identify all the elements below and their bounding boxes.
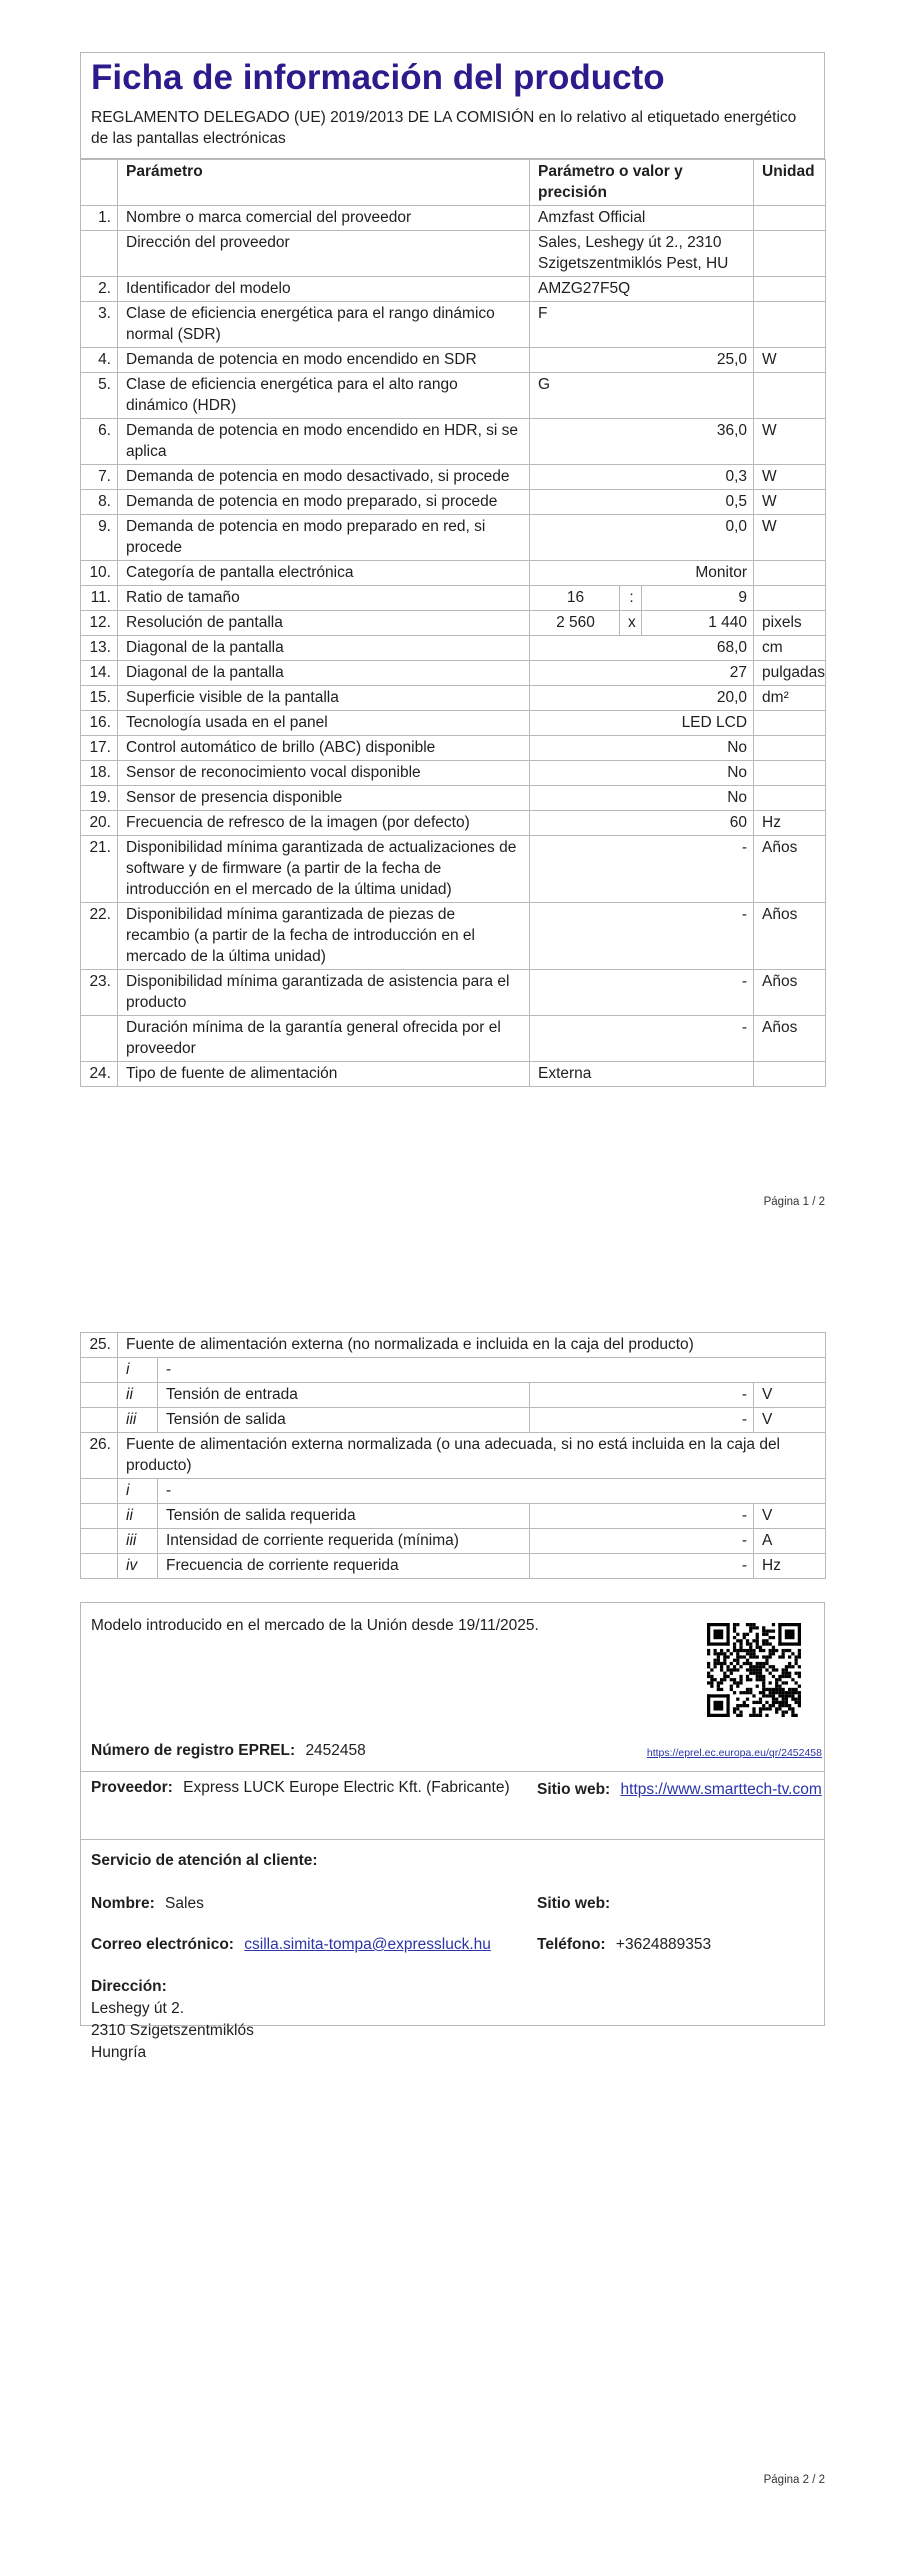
value-cell: 20,0 [530, 686, 754, 711]
row-number [81, 1504, 118, 1529]
value-cell: G [530, 373, 754, 419]
value-cell: - [530, 903, 754, 970]
row-number [81, 1554, 118, 1579]
param-cell: Diagonal de la pantalla [118, 636, 530, 661]
qr-code-icon [707, 1623, 801, 1717]
param-cell: Clase de eficiencia energética para el alto rango dinámico (HDR) [118, 373, 530, 419]
param-cell: Disponibilidad mínima garantizada de asistencia para el producto [118, 970, 530, 1016]
supplier-section [81, 1771, 824, 1839]
param-cell: Frecuencia de corriente requerida [158, 1554, 530, 1579]
phone-number: +3624889353 [615, 1936, 712, 1953]
unit-cell: Años [754, 970, 826, 1016]
row-number: 24. [81, 1062, 118, 1087]
value-cell: F [530, 302, 754, 348]
table-row [81, 786, 826, 811]
param-cell: Demanda de potencia en modo encendido en HDR, si se aplica [118, 419, 530, 465]
unit-cell: dm² [754, 686, 826, 711]
table-row [81, 1554, 826, 1579]
table-row [81, 465, 826, 490]
param-cell: Tipo de fuente de alimentación [118, 1062, 530, 1087]
table-row [81, 836, 826, 903]
param-cell: Duración mínima de la garantía general ofrecida por el proveedor [118, 1016, 530, 1062]
table-row [81, 1433, 826, 1479]
value-cell: 60 [530, 811, 754, 836]
param-cell: Categoría de pantalla electrónica [118, 561, 530, 586]
param-cell: Frecuencia de refresco de la imagen (por defecto) [118, 811, 530, 836]
row-number: 9. [81, 515, 118, 561]
page-number: Página 1 / 2 [763, 1196, 825, 1208]
address-line: Leshegy út 2. [91, 2000, 185, 2017]
customer-service-title: Servicio de atención al cliente: [91, 1852, 318, 1869]
table-row [81, 1062, 826, 1087]
row-number: 4. [81, 348, 118, 373]
value-cell: 68,0 [530, 636, 754, 661]
table-row [81, 419, 826, 465]
supplier-info-box [80, 1602, 825, 2061]
table-row [81, 515, 826, 561]
value-cell: 0,3 [530, 465, 754, 490]
sub-index-cell: ii [118, 1383, 158, 1408]
param-cell: Tensión de entrada [158, 1383, 530, 1408]
param-cell: Tensión de salida [158, 1408, 530, 1433]
param-cell: Intensidad de corriente requerida (mínima) [158, 1529, 530, 1554]
unit-cell: Años [754, 903, 826, 970]
row-number: 5. [81, 373, 118, 419]
customer-service-section [81, 1839, 824, 2061]
unit-cell [754, 736, 826, 761]
row-number: 22. [81, 903, 118, 970]
row-number: 19. [81, 786, 118, 811]
unit-cell [754, 206, 826, 231]
value-cell: - [530, 836, 754, 903]
unit-cell: V [754, 1504, 826, 1529]
table-row [81, 1016, 826, 1062]
document-header [80, 52, 825, 159]
unit-cell: V [754, 1408, 826, 1433]
contact-name-label: Nombre: [91, 1895, 155, 1912]
unit-cell [754, 586, 826, 611]
market-date-text: Modelo introducido en el mercado de la Unión desde 19/11/2025. [91, 1617, 539, 1634]
param-cell: Dirección del proveedor [118, 231, 530, 277]
table-row [81, 1529, 826, 1554]
row-number: 2. [81, 277, 118, 302]
value-cell: No [530, 736, 754, 761]
row-number: 7. [81, 465, 118, 490]
row-number-header [81, 160, 118, 206]
param-cell: - [158, 1479, 826, 1504]
unit-cell [754, 561, 826, 586]
address-line: Hungría [91, 2044, 147, 2061]
row-number [81, 1016, 118, 1062]
row-number: 13. [81, 636, 118, 661]
value-b-cell: 1 440 [642, 611, 754, 636]
unit-cell: Hz [754, 811, 826, 836]
row-number: 10. [81, 561, 118, 586]
row-number: 11. [81, 586, 118, 611]
value-sep-cell: : [620, 586, 642, 611]
email-label: Correo electrónico: [91, 1936, 234, 1953]
table-row [81, 686, 826, 711]
eprel-number: 2452458 [305, 1742, 366, 1759]
value-cell: No [530, 786, 754, 811]
param-cell: Sensor de presencia disponible [118, 786, 530, 811]
value-cell: 36,0 [530, 419, 754, 465]
eprel-label: Número de registro EPREL: [91, 1742, 296, 1759]
table-row [81, 1333, 826, 1358]
unit-cell [754, 373, 826, 419]
page-number: Página 2 / 2 [763, 2474, 825, 2486]
website-label: Sitio web: [537, 1781, 611, 1798]
row-number: 3. [81, 302, 118, 348]
section-title-cell: Fuente de alimentación externa normalizada (o una adecuada, si no está incluida en la caja del producto) [118, 1433, 826, 1479]
value-cell: - [530, 1504, 754, 1529]
table-row [81, 736, 826, 761]
row-number: 8. [81, 490, 118, 515]
table-row [81, 206, 826, 231]
param-cell: Disponibilidad mínima garantizada de piezas de recambio (a partir de la fecha de introducción en el mercado de la última unidad) [118, 903, 530, 970]
param-cell: Resolución de pantalla [118, 611, 530, 636]
sub-index-cell: iii [118, 1529, 158, 1554]
param-cell: Nombre o marca comercial del proveedor [118, 206, 530, 231]
phone-label: Teléfono: [537, 1936, 606, 1953]
row-number [81, 1479, 118, 1504]
table-row [81, 1358, 826, 1383]
value-cell: 0,0 [530, 515, 754, 561]
param-cell: - [158, 1358, 826, 1383]
table-row [81, 373, 826, 419]
unit-cell [754, 302, 826, 348]
param-cell: Diagonal de la pantalla [118, 661, 530, 686]
table-row [81, 661, 826, 686]
unit-cell: Años [754, 1016, 826, 1062]
unit-cell: Años [754, 836, 826, 903]
param-cell: Demanda de potencia en modo desactivado, si procede [118, 465, 530, 490]
sub-index-cell: iii [118, 1408, 158, 1433]
contact-name: Sales [165, 1895, 204, 1912]
unit-cell [754, 1062, 826, 1087]
unit-cell: W [754, 515, 826, 561]
row-number [81, 1408, 118, 1433]
power-supply-table [80, 1332, 826, 1579]
value-b-cell: 9 [642, 586, 754, 611]
sub-index-cell: iv [118, 1554, 158, 1579]
table-row [81, 811, 826, 836]
value-cell: No [530, 761, 754, 786]
param-header: Parámetro [118, 160, 530, 206]
unit-cell: pulgadas [754, 661, 826, 686]
param-cell: Sensor de reconocimiento vocal disponible [118, 761, 530, 786]
row-number: 25. [81, 1333, 118, 1358]
param-cell: Demanda de potencia en modo preparado en red, si procede [118, 515, 530, 561]
row-number: 26. [81, 1433, 118, 1479]
unit-cell [754, 761, 826, 786]
regulation-text: REGLAMENTO DELEGADO (UE) 2019/2013 DE LA COMISIÓN en lo relativo al etiquetado energético de las pantallas electrónicas [91, 109, 797, 147]
table-header-row [81, 160, 826, 206]
row-number: 6. [81, 419, 118, 465]
value-cell: Externa [530, 1062, 754, 1087]
table-row [81, 1383, 826, 1408]
table-row [81, 611, 826, 636]
table-row [81, 970, 826, 1016]
table-row [81, 561, 826, 586]
sub-index-cell: i [118, 1479, 158, 1504]
value-cell: Amzfast Official [530, 206, 754, 231]
row-number: 21. [81, 836, 118, 903]
table-row [81, 277, 826, 302]
param-cell: Demanda de potencia en modo encendido en SDR [118, 348, 530, 373]
table-row [81, 490, 826, 515]
row-number: 16. [81, 711, 118, 736]
unit-cell [754, 231, 826, 277]
row-number [81, 231, 118, 277]
param-cell: Clase de eficiencia energética para el rango dinámico normal (SDR) [118, 302, 530, 348]
param-cell: Tensión de salida requerida [158, 1504, 530, 1529]
unit-cell: V [754, 1383, 826, 1408]
unit-cell [754, 277, 826, 302]
table-row [81, 711, 826, 736]
param-cell: Demanda de potencia en modo preparado, si procede [118, 490, 530, 515]
address-label: Dirección: [91, 1978, 167, 1995]
row-number [81, 1529, 118, 1554]
value-a-cell: 2 560 [530, 611, 620, 636]
row-number: 23. [81, 970, 118, 1016]
param-cell: Tecnología usada en el panel [118, 711, 530, 736]
row-number [81, 1358, 118, 1383]
product-info-table [80, 159, 826, 1087]
sub-index-cell: ii [118, 1504, 158, 1529]
table-row [81, 1479, 826, 1504]
unit-cell [754, 786, 826, 811]
service-website-label: Sitio web: [537, 1895, 611, 1912]
value-cell: Monitor [530, 561, 754, 586]
row-number: 1. [81, 206, 118, 231]
value-sep-cell: x [620, 611, 642, 636]
param-cell: Identificador del modelo [118, 277, 530, 302]
value-cell: - [530, 1383, 754, 1408]
table-row [81, 231, 826, 277]
table-row [81, 302, 826, 348]
unit-cell: Hz [754, 1554, 826, 1579]
row-number: 15. [81, 686, 118, 711]
address-line: 2310 Szigetszentmiklós [91, 2022, 254, 2039]
eprel-link[interactable]: https://eprel.ec.europa.eu/qr/2452458 [646, 1747, 822, 1759]
table-row [81, 586, 826, 611]
row-number: 18. [81, 761, 118, 786]
value-cell: Sales, Leshegy út 2., 2310 Szigetszentmiklós Pest, HU [530, 231, 754, 277]
unit-cell: A [754, 1529, 826, 1554]
address-block [91, 1976, 254, 2064]
section-title-cell: Fuente de alimentación externa (no normalizada e incluida en la caja del producto) [118, 1333, 826, 1358]
unit-cell [754, 711, 826, 736]
page-title: Ficha de información del producto [91, 58, 665, 97]
unit-cell: W [754, 419, 826, 465]
value-cell: 0,5 [530, 490, 754, 515]
table-row [81, 1408, 826, 1433]
table-row [81, 903, 826, 970]
value-cell: - [530, 1529, 754, 1554]
param-cell: Disponibilidad mínima garantizada de actualizaciones de software y de firmware (a partir de la fecha de introducción en el mercado de la última unidad) [118, 836, 530, 903]
unit-header: Unidad [754, 160, 826, 206]
row-number: 17. [81, 736, 118, 761]
email-link[interactable]: csilla.simita-tompa@expressluck.hu [244, 1936, 491, 1953]
row-number [81, 1383, 118, 1408]
table-row [81, 348, 826, 373]
table-row [81, 636, 826, 661]
unit-cell: W [754, 465, 826, 490]
value-cell: LED LCD [530, 711, 754, 736]
website-link[interactable]: https://www.smarttech-tv.com [620, 1781, 822, 1798]
value-cell: 25,0 [530, 348, 754, 373]
unit-cell: pixels [754, 611, 826, 636]
sub-index-cell: i [118, 1358, 158, 1383]
value-header: Parámetro o valor y precisión [530, 160, 754, 206]
unit-cell: W [754, 490, 826, 515]
unit-cell: W [754, 348, 826, 373]
value-cell: 27 [530, 661, 754, 686]
row-number: 20. [81, 811, 118, 836]
value-cell: - [530, 1016, 754, 1062]
unit-cell: cm [754, 636, 826, 661]
row-number: 14. [81, 661, 118, 686]
table-row [81, 761, 826, 786]
param-cell: Superficie visible de la pantalla [118, 686, 530, 711]
value-cell: - [530, 1408, 754, 1433]
supplier-label: Proveedor: [91, 1779, 173, 1796]
param-cell: Ratio de tamaño [118, 586, 530, 611]
value-cell: - [530, 1554, 754, 1579]
table-row [81, 1504, 826, 1529]
eprel-row [91, 1742, 366, 1760]
value-cell: - [530, 970, 754, 1016]
supplier-name: Express LUCK Europe Electric Kft. (Fabricante) [183, 1779, 510, 1796]
value-cell: AMZG27F5Q [530, 277, 754, 302]
param-cell: Control automático de brillo (ABC) disponible [118, 736, 530, 761]
row-number: 12. [81, 611, 118, 636]
value-a-cell: 16 [530, 586, 620, 611]
